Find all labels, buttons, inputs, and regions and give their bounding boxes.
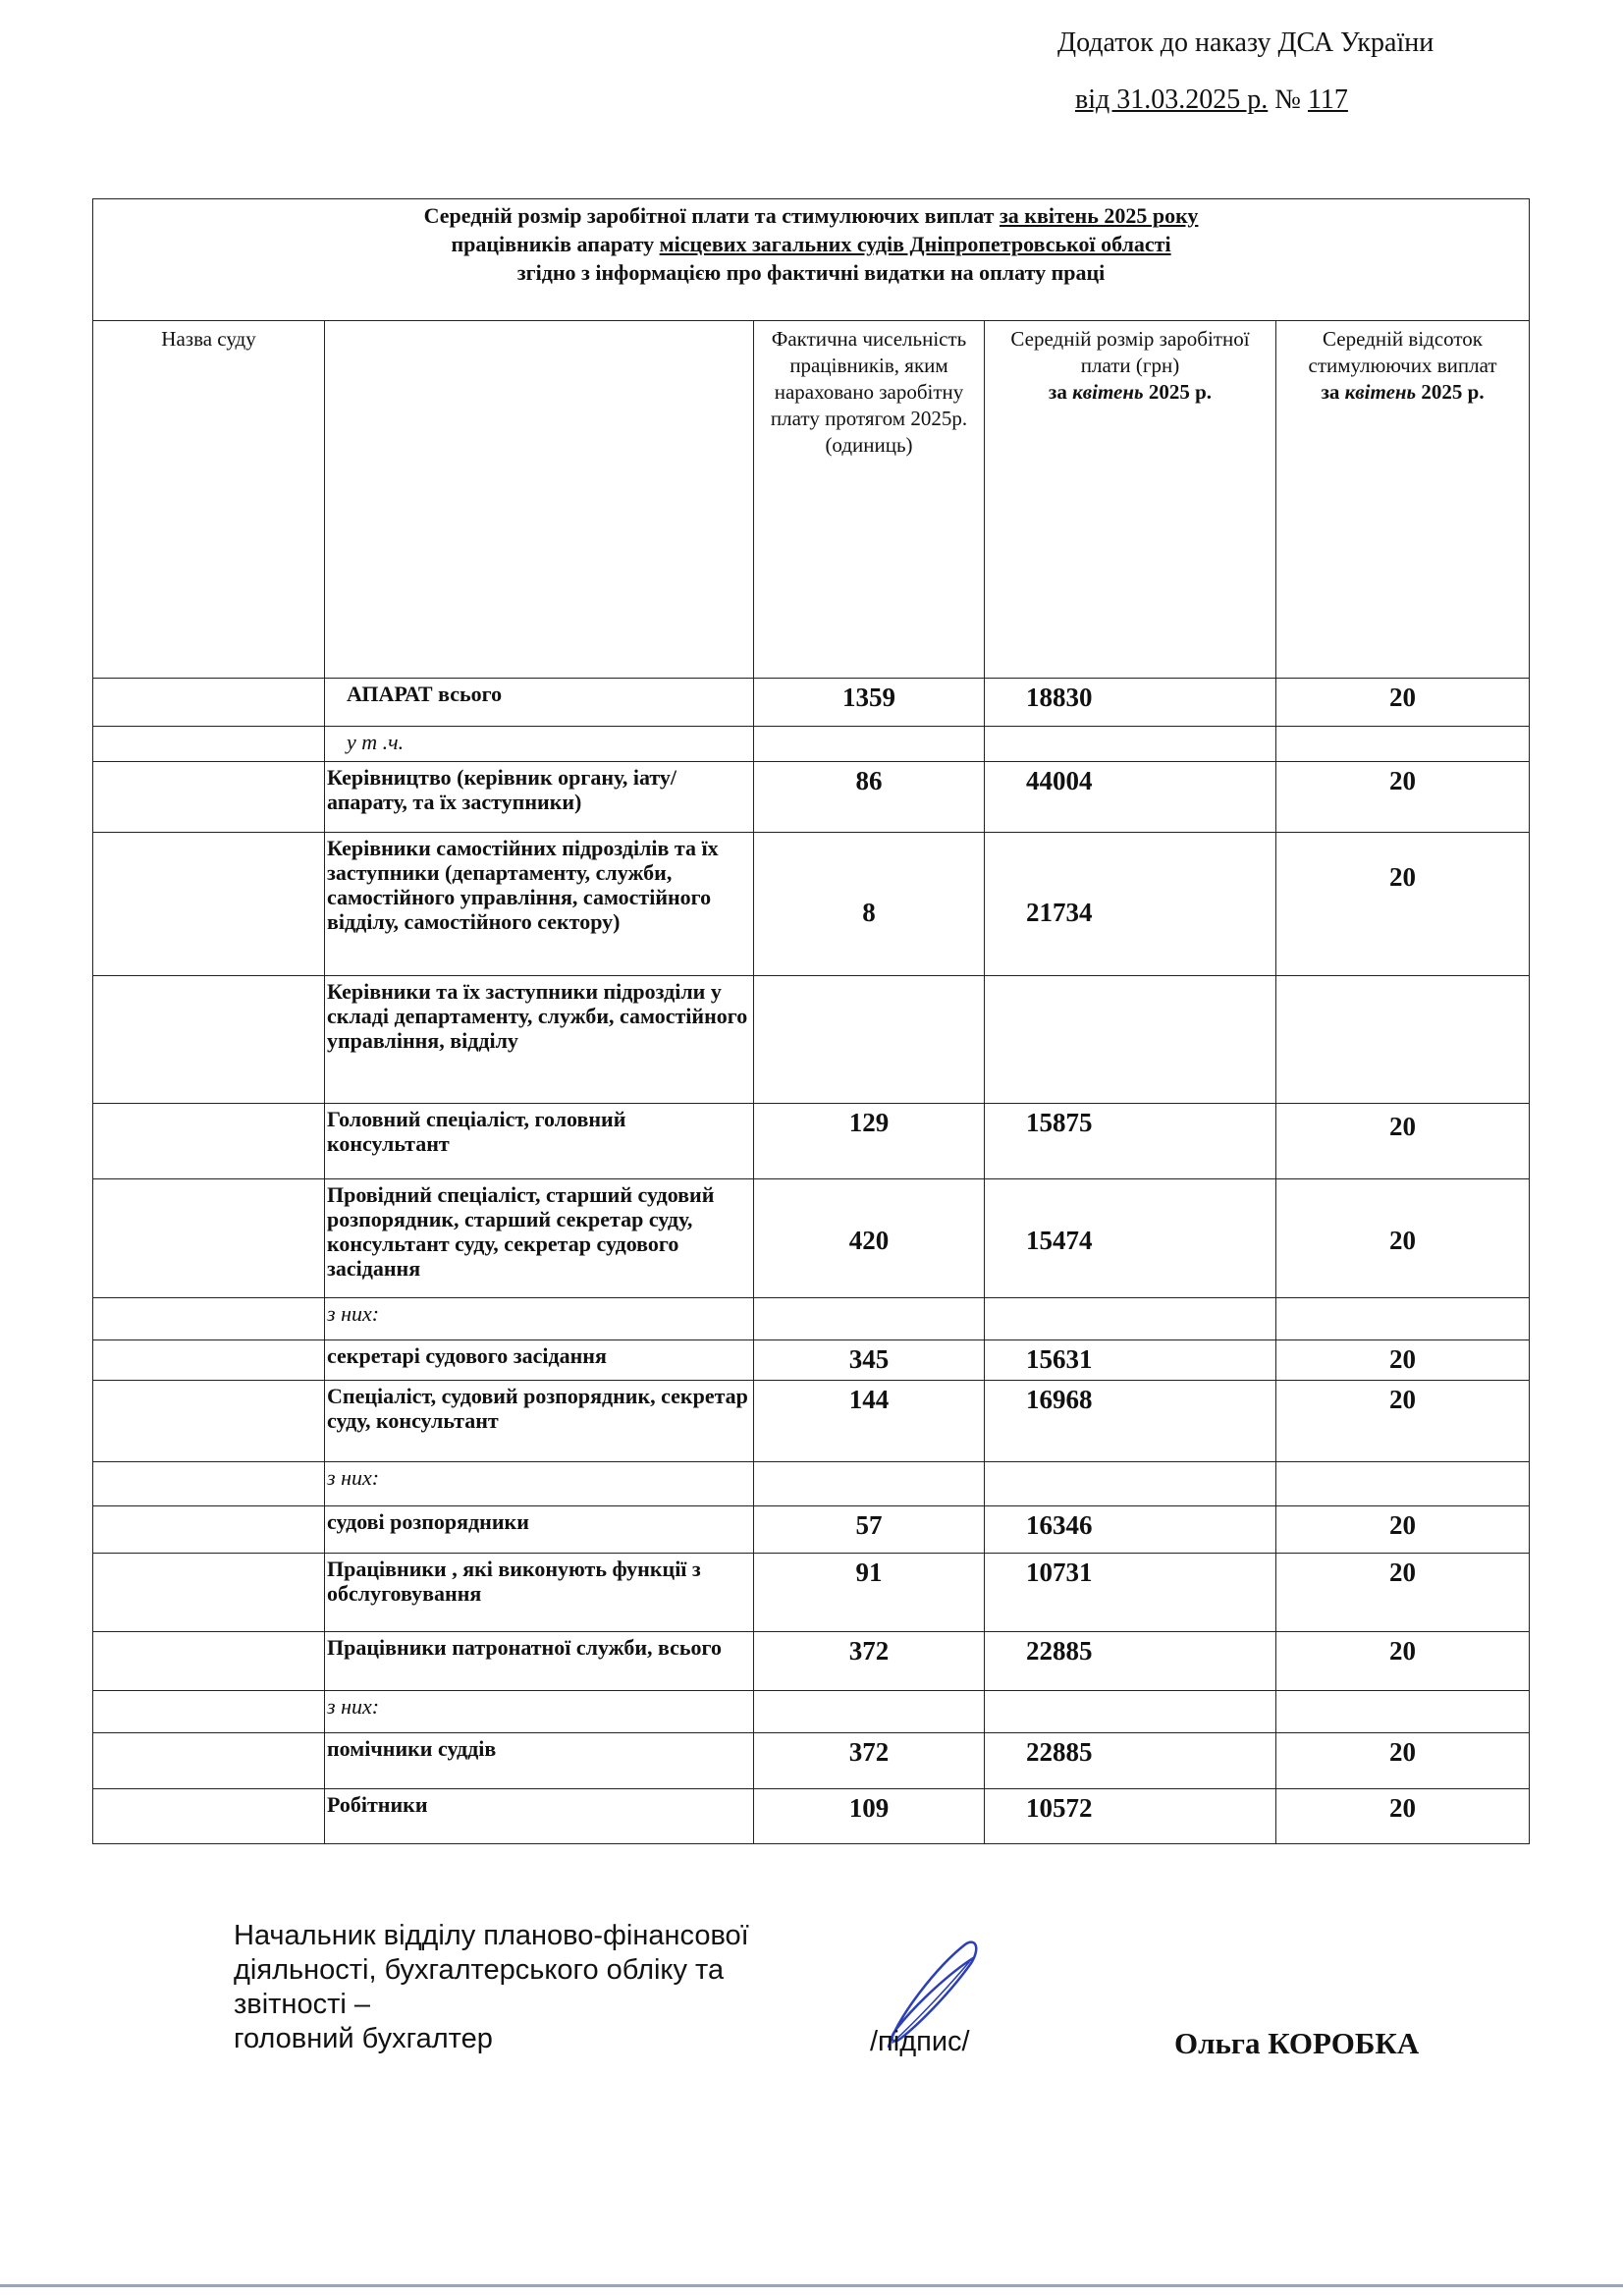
row-label: секретарі судового засідання	[325, 1340, 754, 1381]
row-count	[754, 727, 985, 762]
col-header-bonus-month: квітень	[1344, 380, 1417, 404]
row-label: Керівництво (керівник органу, iату/апарату, та їх заступники)	[325, 762, 754, 833]
row-label: у т .ч.	[325, 727, 754, 762]
row-salary: 16968	[985, 1381, 1276, 1462]
row-bonus: 20	[1276, 1179, 1530, 1298]
row-count: 109	[754, 1789, 985, 1844]
row-label: з них:	[325, 1691, 754, 1733]
table-row	[93, 1733, 1530, 1789]
court-cell	[93, 727, 325, 762]
row-bonus: 20	[1276, 762, 1530, 833]
table-row	[93, 1179, 1530, 1298]
row-salary	[985, 1462, 1276, 1506]
court-cell	[93, 1179, 325, 1298]
signatory-position: Начальник відділу планово-фінансової діяльності, бухгалтерського обліку та звітності – головний бухгалтер	[234, 1920, 749, 2054]
row-count	[754, 976, 985, 1104]
row-label: Головний спеціаліст, головний консультант	[325, 1104, 754, 1179]
row-salary: 15875	[985, 1104, 1276, 1179]
order-number: 117	[1307, 84, 1348, 115]
row-bonus: 20	[1276, 1104, 1530, 1179]
table-row	[93, 976, 1530, 1104]
row-label: помічники суддів	[325, 1733, 754, 1789]
row-count	[754, 1298, 985, 1340]
row-label: Працівники патронатної служби, всього	[325, 1632, 754, 1691]
row-label: АПАРАТ всього	[325, 679, 754, 727]
col-header-bonus-period: за	[1321, 380, 1345, 404]
court-cell	[93, 762, 325, 833]
court-cell	[93, 1462, 325, 1506]
col-header-salary	[985, 321, 1276, 679]
row-bonus	[1276, 976, 1530, 1104]
row-label: Спеціаліст, судовий розпорядник, секретар суду, консультант	[325, 1381, 754, 1462]
court-cell	[93, 1298, 325, 1340]
table-row	[93, 727, 1530, 762]
court-cell	[93, 1554, 325, 1632]
court-cell	[93, 679, 325, 727]
row-count: 420	[754, 1179, 985, 1298]
row-salary: 22885	[985, 1632, 1276, 1691]
row-bonus	[1276, 1691, 1530, 1733]
row-label: Керівники самостійних підрозділів та їх заступники (департаменту, служби, самостійного управління, самостійного відділу, самостійного сектору)	[325, 833, 754, 976]
row-bonus: 20	[1276, 1554, 1530, 1632]
order-appendix-title: Додаток до наказу ДСА України	[1057, 27, 1434, 58]
row-bonus: 20	[1276, 1632, 1530, 1691]
row-bonus	[1276, 1462, 1530, 1506]
row-salary: 10731	[985, 1554, 1276, 1632]
court-cell	[93, 1691, 325, 1733]
row-count: 144	[754, 1381, 985, 1462]
table-row	[93, 1462, 1530, 1506]
row-label: судові розпорядники	[325, 1506, 754, 1554]
table-row	[93, 1506, 1530, 1554]
row-count: 1359	[754, 679, 985, 727]
row-count: 91	[754, 1554, 985, 1632]
row-bonus	[1276, 727, 1530, 762]
title-part: згідно з інформацією про фактичні видатки на оплату праці	[516, 260, 1106, 285]
row-salary: 10572	[985, 1789, 1276, 1844]
row-salary	[985, 727, 1276, 762]
order-date: від 31.03.2025 р.	[1075, 84, 1269, 115]
court-cell	[93, 1104, 325, 1179]
row-count: 372	[754, 1733, 985, 1789]
title-courts: місцевих загальних судів Дніпропетровської області	[659, 232, 1171, 256]
col-header-salary-year: 2025 р.	[1143, 380, 1213, 404]
row-label: з них:	[325, 1298, 754, 1340]
row-count	[754, 1462, 985, 1506]
court-cell	[93, 1789, 325, 1844]
salary-table	[92, 198, 1530, 1844]
row-salary: 16346	[985, 1506, 1276, 1554]
row-salary: 22885	[985, 1733, 1276, 1789]
row-bonus: 20	[1276, 1381, 1530, 1462]
row-label: Працівники , які виконують функції з обслуговування	[325, 1554, 754, 1632]
court-cell	[93, 976, 325, 1104]
row-label: Керівники та їх заступники підрозділи у складі департаменту, служби, самостійного управління, відділу	[325, 976, 754, 1104]
table-row	[93, 833, 1530, 976]
table-row	[93, 1691, 1530, 1733]
col-header-bonus-text: Середній відсоток стимулюючих виплат	[1308, 327, 1497, 377]
row-salary: 15474	[985, 1179, 1276, 1298]
signatory-name: Ольга КОРОБКА	[1174, 2026, 1420, 2060]
row-label: Робітники	[325, 1789, 754, 1844]
title-part: працівників апарату	[451, 232, 660, 256]
table-row	[93, 762, 1530, 833]
table-row	[93, 1340, 1530, 1381]
table-row	[93, 1381, 1530, 1462]
row-bonus: 20	[1276, 1340, 1530, 1381]
row-count: 129	[754, 1104, 985, 1179]
row-count: 345	[754, 1340, 985, 1381]
row-count: 86	[754, 762, 985, 833]
row-bonus: 20	[1276, 679, 1530, 727]
title-part: Середній розмір заробітної плати та стимулюючих виплат	[423, 203, 1000, 228]
scan-edge-line	[0, 2284, 1623, 2287]
table-row	[93, 1632, 1530, 1691]
table-title-row	[93, 199, 1530, 321]
row-salary: 15631	[985, 1340, 1276, 1381]
row-label: з них:	[325, 1462, 754, 1506]
court-cell	[93, 833, 325, 976]
col-header-salary-month: квітень	[1072, 380, 1144, 404]
court-cell	[93, 1733, 325, 1789]
row-bonus: 20	[1276, 1506, 1530, 1554]
table-row	[93, 1298, 1530, 1340]
col-header-court: Назва суду	[93, 321, 325, 679]
col-header-count: Фактична чисельність працівників, яким нараховано заробітну плату протягом 2025р.(одиниць)	[754, 321, 985, 679]
court-cell	[93, 1381, 325, 1462]
col-header-salary-period: за	[1048, 380, 1073, 404]
table-row	[93, 1104, 1530, 1179]
order-date-number	[1075, 84, 1348, 116]
row-salary: 44004	[985, 762, 1276, 833]
row-salary	[985, 976, 1276, 1104]
court-cell	[93, 1632, 325, 1691]
row-count: 57	[754, 1506, 985, 1554]
row-count	[754, 1691, 985, 1733]
col-header-salary-text: Середній розмір заробітної плати (грн)	[1010, 327, 1250, 377]
title-period: за квітень 2025 року	[999, 203, 1199, 228]
row-salary: 21734	[985, 833, 1276, 976]
table-row	[93, 679, 1530, 727]
row-salary	[985, 1691, 1276, 1733]
row-count: 372	[754, 1632, 985, 1691]
row-salary	[985, 1298, 1276, 1340]
table-title	[93, 199, 1530, 321]
table-row	[93, 1554, 1530, 1632]
row-bonus	[1276, 1298, 1530, 1340]
row-bonus: 20	[1276, 833, 1530, 976]
court-cell	[93, 1506, 325, 1554]
table-row	[93, 1789, 1530, 1844]
order-number-sign: №	[1268, 84, 1308, 115]
row-salary: 18830	[985, 679, 1276, 727]
row-count: 8	[754, 833, 985, 976]
col-header-bonus	[1276, 321, 1530, 679]
court-cell	[93, 1340, 325, 1381]
col-header-position	[325, 321, 754, 679]
row-bonus: 20	[1276, 1733, 1530, 1789]
column-header-row	[93, 321, 1530, 679]
row-bonus: 20	[1276, 1789, 1530, 1844]
signature-mark: /підпис/	[870, 2026, 970, 2057]
col-header-bonus-year: 2025 р.	[1416, 380, 1485, 404]
row-label: Провідний спеціаліст, старший судовий розпорядник, старший секретар суду, консультант суду, секретар судового засідання	[325, 1179, 754, 1298]
